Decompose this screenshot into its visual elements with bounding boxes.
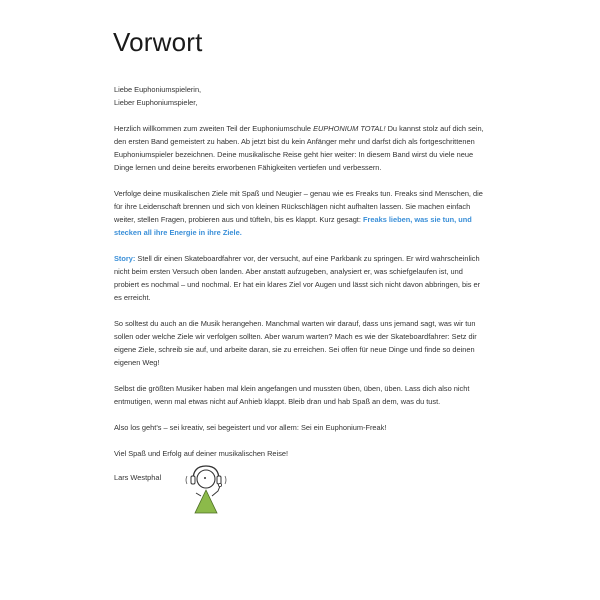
paragraph-practice: Selbst die größten Musiker haben mal klein angefangen und mussten üben, üben, üben. Lass dich also nicht entmutigen, wenn mal etwas nicht auf Anhieb klappt. Bleib dran und hab Spaß an dem, was du tust. — [114, 384, 470, 406]
greeting — [114, 83, 484, 109]
euphonium-freak-mascot-icon — [179, 462, 234, 517]
foreword-body — [114, 83, 484, 473]
welcome-text-end: Du kannst stolz auf dich sein, den ersten Band gemeistert zu haben. Ab jetzt bist du kein Anfänger mehr und darfst dich als fortgeschrittenen Euphoniumspieler bezeichnen. Deine musikalische Reise geht hier weiter: In diesem Band wirst du viele neue Dinge lernen und deine bereits erworbenen Fähigkeiten vertiefen und verbessern. — [114, 124, 484, 172]
welcome-text-start: Herzlich willkommen zum zweiten Teil der Euphoniumschule — [114, 124, 314, 133]
greeting-line-2: Lieber Euphoniumspieler, — [114, 98, 198, 107]
book-title: EUPHONIUM TOTAL! — [313, 124, 386, 133]
paragraph-welcome — [114, 122, 484, 174]
paragraph-approach: So solltest du auch an die Musik herangehen. Manchmal warten wir darauf, dass uns jemand sagt, was wir tun sollen oder welche Ziele wir verfolgen sollten. Aber warum warten? Mach es wie der Skateboardfahrer: Setz dir eigene Ziele, schreib sie auf, und arbeite daran, sie zu erreichen. Sei offen für neue Dinge und finde so deinen eigenen Weg! — [114, 319, 477, 367]
freaks-highlight: Freaks lieben, was sie tun, und stecken all ihre Energie in ihre Ziele. — [114, 215, 472, 237]
freaks-text: Verfolge deine musikalischen Ziele mit Spaß und Neugier – genau wie es Freaks tun. Freaks sind Menschen, die für ihre Leidenschaft brennen und sich von kleinen Rückschlägen nicht aufhalten lassen. Sie machen einfach weiter, stellen Fragen, probieren aus und tüfteln, bis es klappt. Kurz gesagt: — [114, 189, 483, 224]
signature-row — [114, 462, 314, 517]
paragraph-closing: Viel Spaß und Erfolg auf deiner musikalischen Reise! — [114, 449, 289, 458]
paragraph-freaks — [114, 187, 484, 239]
story-label: Story: — [114, 254, 136, 263]
page-title: Vorwort — [113, 27, 203, 57]
greeting-line-1: Liebe Euphoniumspielerin, — [114, 85, 202, 94]
story-text: Stell dir einen Skateboardfahrer vor, der versucht, auf eine Parkbank zu springen. Er wird wahrscheinlich nicht beim ersten Versuch oben landen. Aber anstatt aufzugeben, analysiert er, was schiefgelaufen ist, und probiert es nochmal – und nochmal. Er hat ein klares Ziel vor Augen und lässt sich nicht davon abbringen, bis er es erreicht. — [114, 254, 481, 302]
author-signature: Lars Westphal — [114, 473, 162, 482]
paragraph-motivation: Also los geht's – sei kreativ, sei begeistert und vor allem: Sei ein Euphonium-Freak! — [114, 423, 387, 432]
paragraph-story — [114, 252, 484, 304]
